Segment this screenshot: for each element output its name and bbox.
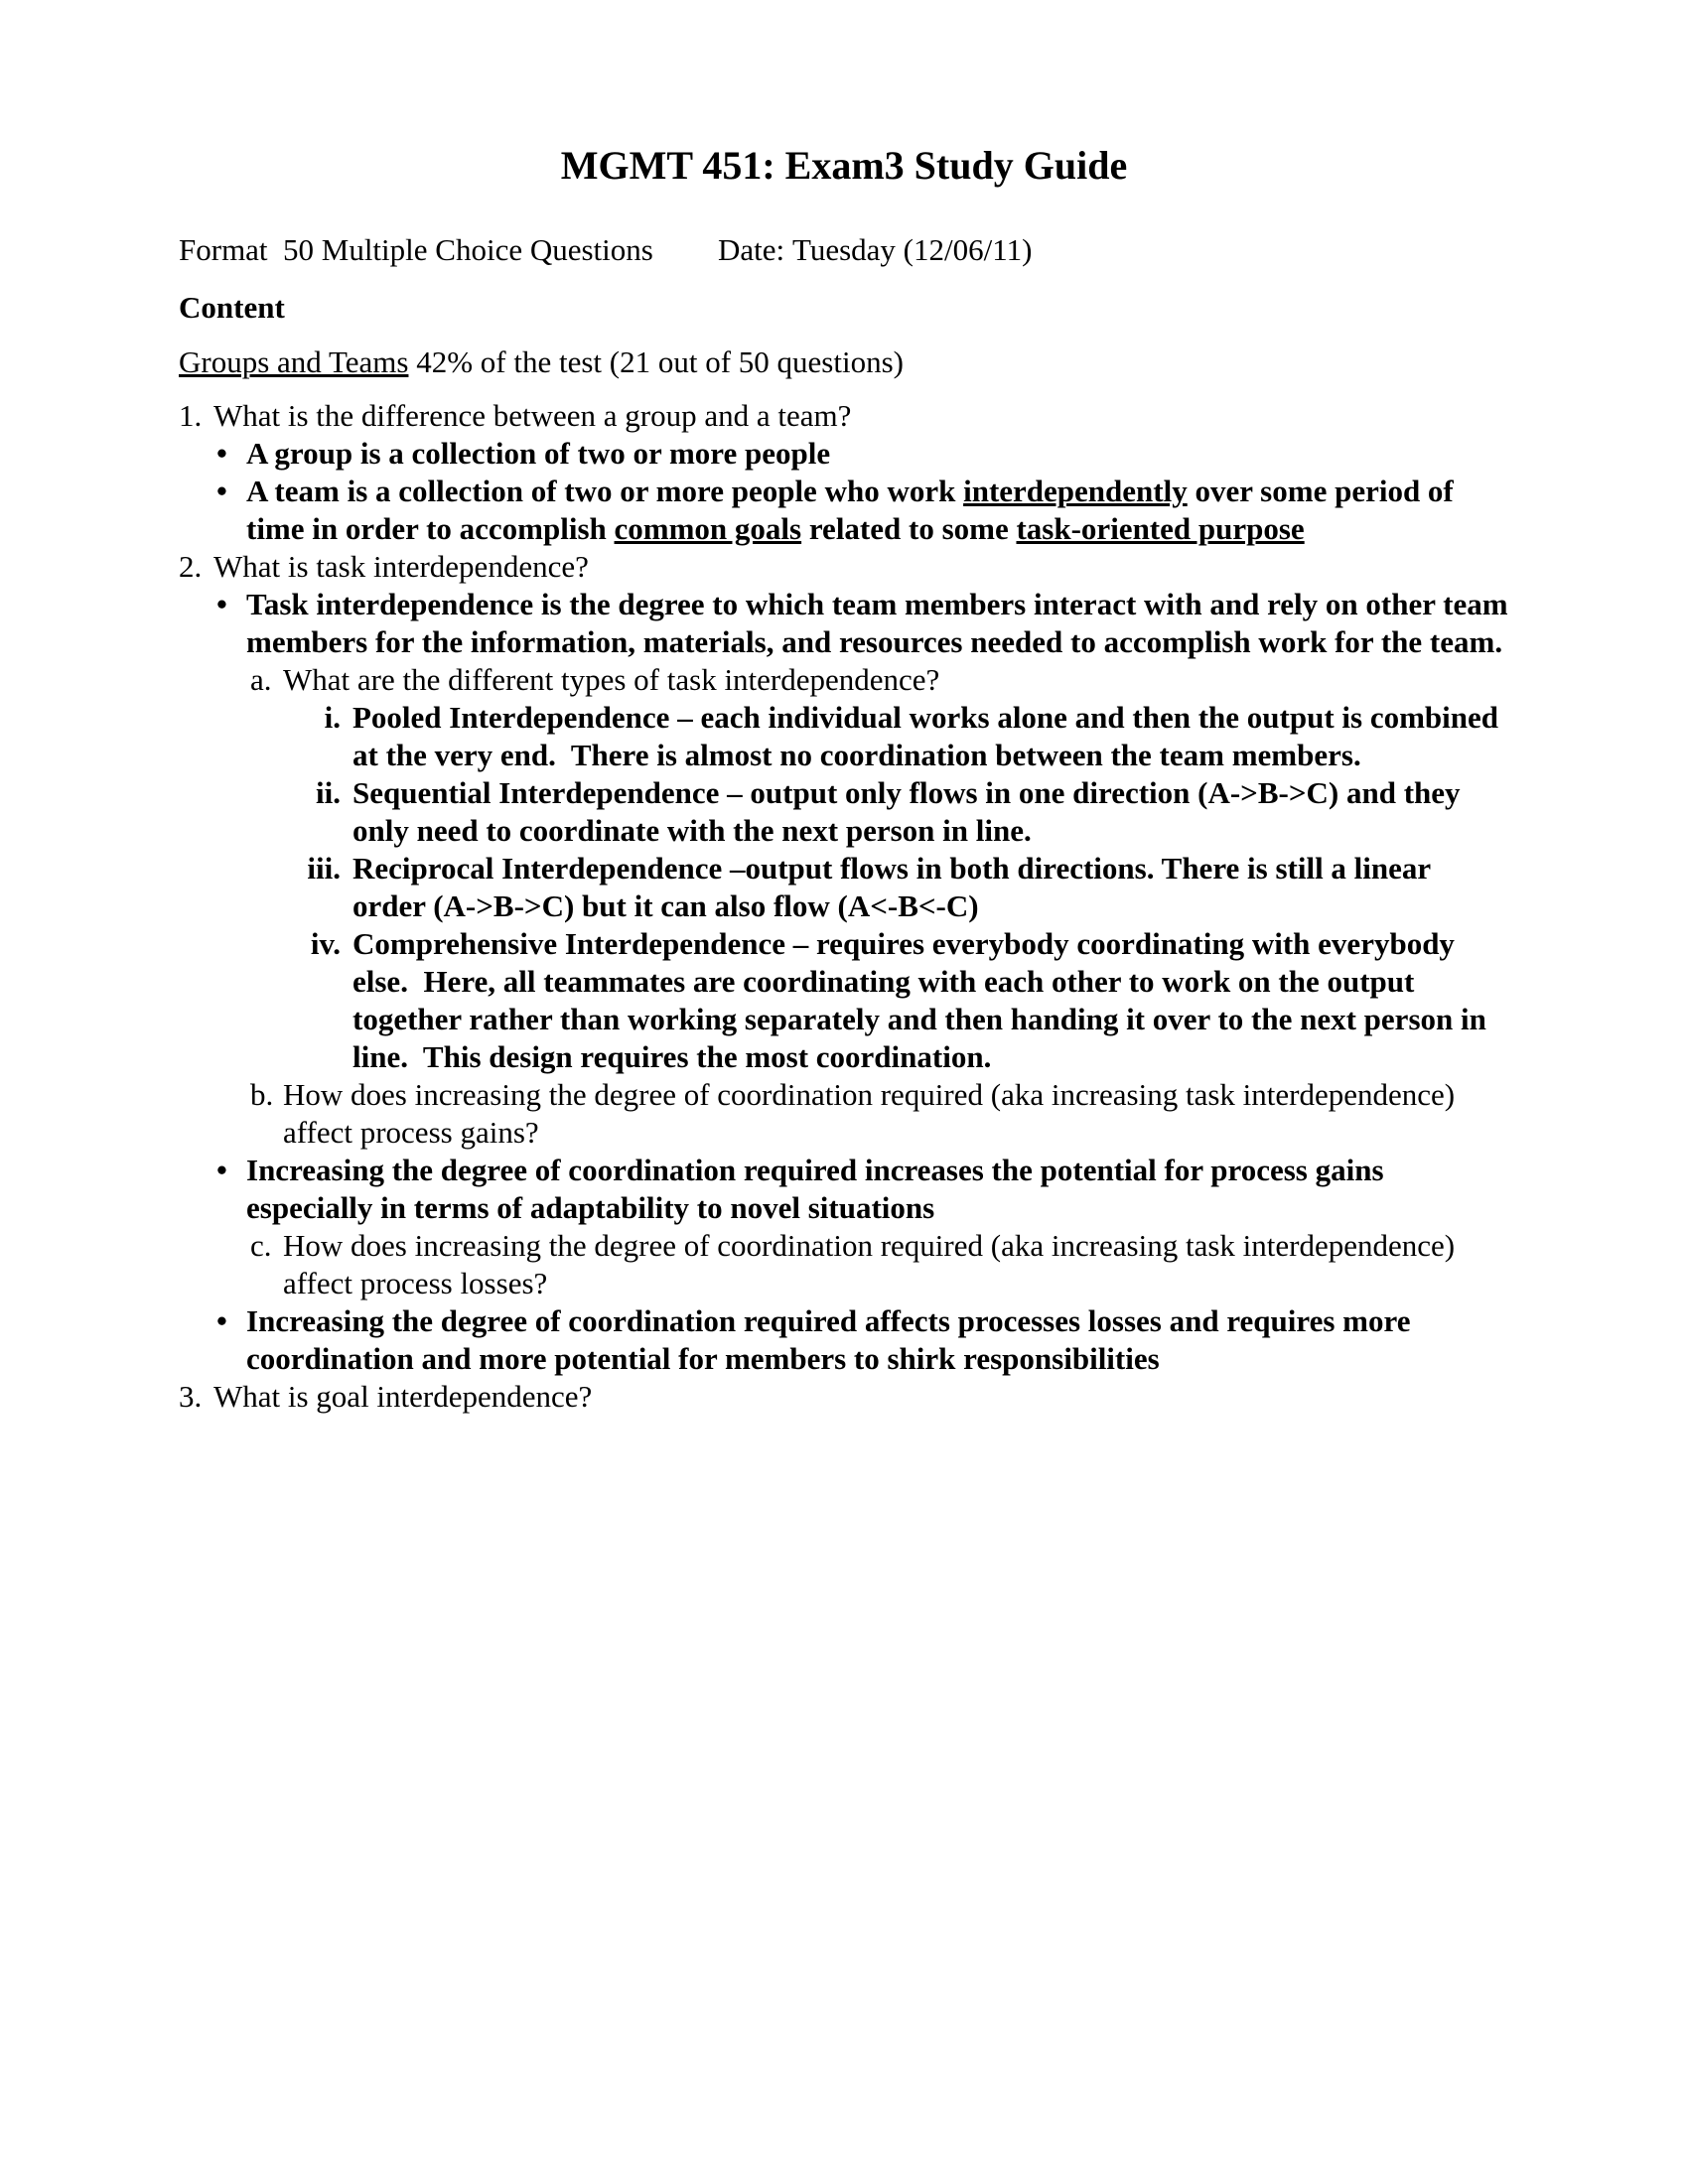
list-item-marker: •: [216, 1153, 227, 1187]
list-item-roman: [179, 774, 1509, 850]
list-item-marker: 2.: [179, 549, 203, 584]
list-item-bullet: [179, 1152, 1509, 1227]
list-item-marker: i.: [324, 700, 341, 735]
section-intro-rest: 42% of the test (21 out of 50 questions): [408, 344, 904, 379]
list-item-bullet: [179, 1302, 1509, 1378]
list-item-text: What is task interdependence?: [213, 549, 589, 584]
list-item-marker: •: [216, 587, 227, 621]
content-heading: Content: [179, 290, 285, 325]
format-label: Format: [179, 232, 268, 267]
list-item-number: [179, 397, 1509, 435]
list-item-roman: [179, 699, 1509, 774]
list-item-bullet: [179, 473, 1509, 548]
list-item-marker: •: [216, 436, 227, 471]
meta-row: [179, 231, 1509, 269]
format-value: 50 Multiple Choice Questions: [283, 232, 653, 267]
list-item-roman: [179, 925, 1509, 1076]
list-item-marker: 1.: [179, 398, 203, 433]
section-intro-title: Groups and Teams: [179, 344, 409, 379]
list-item-text: Increasing the degree of coordination required increases the potential for process gains especially in terms of adaptability to novel situations: [246, 1153, 1392, 1225]
date-label: Date:: [718, 232, 785, 267]
list-item-letter: [179, 1076, 1509, 1152]
list-item-marker: 3.: [179, 1379, 203, 1414]
list-item-marker: c.: [250, 1228, 272, 1263]
list-item-text: Task interdependence is the degree to which team members interact with and rely on other team members for the information, materials, and resources needed to accomplish work for the team.: [246, 587, 1516, 659]
list-item-marker: •: [216, 1303, 227, 1338]
list-item-text: Pooled Interdependence – each individual works alone and then the output is combined at the very end. There is almost no coordination between the team members.: [352, 700, 1506, 772]
list-item-marker: b.: [250, 1077, 274, 1112]
list-item-letter: [179, 1227, 1509, 1302]
list-item-marker: iv.: [310, 926, 341, 961]
list-item-number: [179, 548, 1509, 586]
list-item-marker: a.: [250, 662, 272, 697]
list-item-bullet: [179, 435, 1509, 473]
list-item-text: A team is a collection of two or more people who work interdependently over some period of time in order to accomplish common goals related to some task-oriented purpose: [246, 474, 1462, 546]
list-item-text: What are the different types of task interdependence?: [283, 662, 940, 697]
list-item-text: Sequential Interdependence – output only flows in one direction (A->B->C) and they only need to coordinate with the next person in line.: [352, 775, 1469, 848]
list-item-letter: [179, 661, 1509, 699]
list-item-roman: [179, 850, 1509, 925]
list-item-text: Comprehensive Interdependence – requires everybody coordinating with everybody else. Here, all teammates are coordinating with each other to work on the output together rather than working separately and then handing it over to the next person in line. This design requires the most coordination.: [352, 926, 1494, 1074]
date-value: Tuesday (12/06/11): [792, 232, 1033, 267]
list-item-text: A group is a collection of two or more people: [246, 436, 831, 471]
list-item-bullet: [179, 586, 1516, 661]
section-intro: [179, 343, 1509, 381]
list-item-text: How does increasing the degree of coordination required (aka increasing task interdependence) affect process losses?: [283, 1228, 1463, 1300]
list-item-text: Increasing the degree of coordination required affects processes losses and requires more coordination and more potential for members to shirk responsibilities: [246, 1303, 1419, 1376]
list-item-marker: ii.: [316, 775, 341, 810]
list-item-text: What is the difference between a group and a team?: [213, 398, 852, 433]
list-item-text: How does increasing the degree of coordination required (aka increasing task interdependence) affect process gains?: [283, 1077, 1463, 1150]
list-item-marker: iii.: [307, 851, 341, 886]
list-item-marker: •: [216, 474, 227, 508]
document-title: MGMT 451: Exam3 Study Guide: [560, 143, 1128, 188]
list-item-text: Reciprocal Interdependence –output flows in both directions. There is still a linear order (A->B->C) but it can also flow (A<-B<-C): [352, 851, 1439, 923]
outline-list: [179, 397, 1516, 1416]
list-item-text: What is goal interdependence?: [213, 1379, 593, 1414]
list-item-number: [179, 1378, 1509, 1416]
